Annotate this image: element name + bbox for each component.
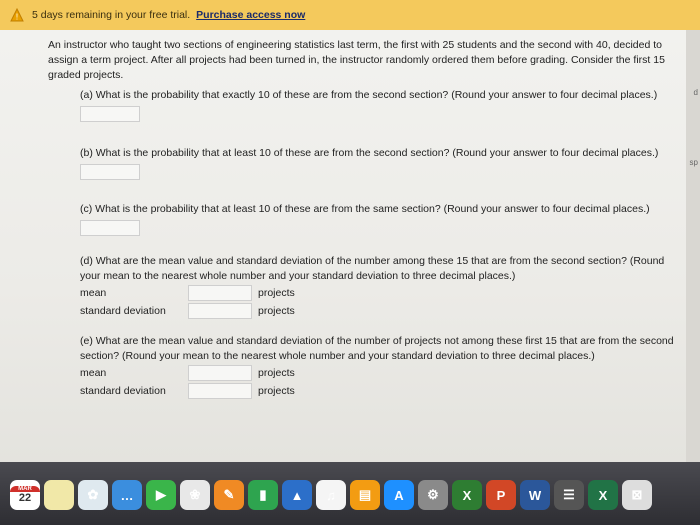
facetime-icon[interactable]: ▶	[146, 480, 176, 510]
word-icon[interactable]: W	[520, 480, 550, 510]
edge-text-mid: sp	[689, 158, 698, 167]
side-panel-edge	[686, 30, 700, 462]
answer-a-input[interactable]	[80, 106, 140, 122]
settings-icon[interactable]: ⚙	[418, 480, 448, 510]
part-e-mean-row	[80, 364, 684, 382]
music-icon[interactable]: ♫	[316, 480, 346, 510]
purchase-access-link[interactable]: Purchase access now	[196, 9, 306, 21]
answer-d-sd-input[interactable]	[188, 303, 252, 319]
answer-e-sd-input[interactable]	[188, 383, 252, 399]
answer-b-input[interactable]	[80, 164, 140, 180]
dock	[10, 474, 652, 516]
calendar-icon[interactable]	[10, 480, 40, 510]
sd-label: standard deviation	[80, 304, 166, 317]
warning-icon	[10, 8, 24, 22]
ibooks-icon[interactable]: ▤	[350, 480, 380, 510]
problem-intro: An instructor who taught two sections of engineering statistics last term, the first with 25 students and the second with 40, decided to assign a term project. After all projects had been turned in, the instructor randomly ordered them before grading. Consider the first 15 graded projects.	[48, 39, 665, 81]
svg-text:!: !	[15, 12, 19, 22]
edge-text-top: d	[693, 88, 698, 97]
mean-label: mean	[80, 286, 107, 299]
photos-color-icon[interactable]: ❀	[180, 480, 210, 510]
keynote-icon[interactable]: ▲	[282, 480, 312, 510]
preview-icon[interactable]: ⊠	[622, 480, 652, 510]
answer-e-mean-input[interactable]	[188, 365, 252, 381]
part-e	[80, 334, 684, 400]
powerpoint-icon[interactable]: P	[486, 480, 516, 510]
unit-label: projects	[258, 366, 295, 379]
messages-icon[interactable]: …	[112, 480, 142, 510]
problem-content	[48, 38, 684, 400]
part-b	[80, 146, 684, 180]
excel-icon[interactable]: X	[588, 480, 618, 510]
answer-c-input[interactable]	[80, 220, 140, 236]
calendar-day: 22	[18, 492, 32, 504]
part-d-mean-row	[80, 284, 684, 302]
part-d-text: (d) What are the mean value and standard deviation of the number among these 15 that are from the second section? (Round your mean to the nearest whole number and your standard deviation to three decimal places.)	[80, 255, 665, 282]
mean-label: mean	[80, 366, 107, 379]
outlook-icon[interactable]: ☰	[554, 480, 584, 510]
numbers-icon[interactable]: ▮	[248, 480, 278, 510]
part-d	[80, 254, 684, 320]
appstore-icon[interactable]: A	[384, 480, 414, 510]
unit-label: projects	[258, 384, 295, 397]
trial-banner	[0, 0, 700, 30]
part-d-sd-row	[80, 302, 684, 320]
unit-label: projects	[258, 304, 295, 317]
trial-text: 5 days remaining in your free trial.	[32, 9, 191, 21]
part-c-text: (c) What is the probability that at least 10 of these are from the same section? (Round your answer to four decimal places.)	[80, 203, 650, 215]
calendar-month: MAR	[10, 486, 40, 492]
answer-d-mean-input[interactable]	[188, 285, 252, 301]
unit-label: projects	[258, 286, 295, 299]
part-a-text: (a) What is the probability that exactly 10 of these are from the second section? (Round your answer to four decimal places.)	[80, 89, 658, 101]
part-e-sd-row	[80, 382, 684, 400]
part-b-text: (b) What is the probability that at least 10 of these are from the second section? (Round your answer to four decimal places.)	[80, 147, 659, 159]
notes-icon[interactable]	[44, 480, 74, 510]
photos-icon[interactable]: ✿	[78, 480, 108, 510]
part-e-text: (e) What are the mean value and standard deviation of the number of projects not among these first 15 that are from the second section? (Round your mean to the nearest whole number and your standard deviation to three decimal places.)	[80, 335, 674, 362]
sd-label: standard deviation	[80, 384, 166, 397]
crossover-icon[interactable]: X	[452, 480, 482, 510]
part-a	[80, 88, 684, 122]
part-c	[80, 202, 684, 236]
pages-icon[interactable]: ✎	[214, 480, 244, 510]
